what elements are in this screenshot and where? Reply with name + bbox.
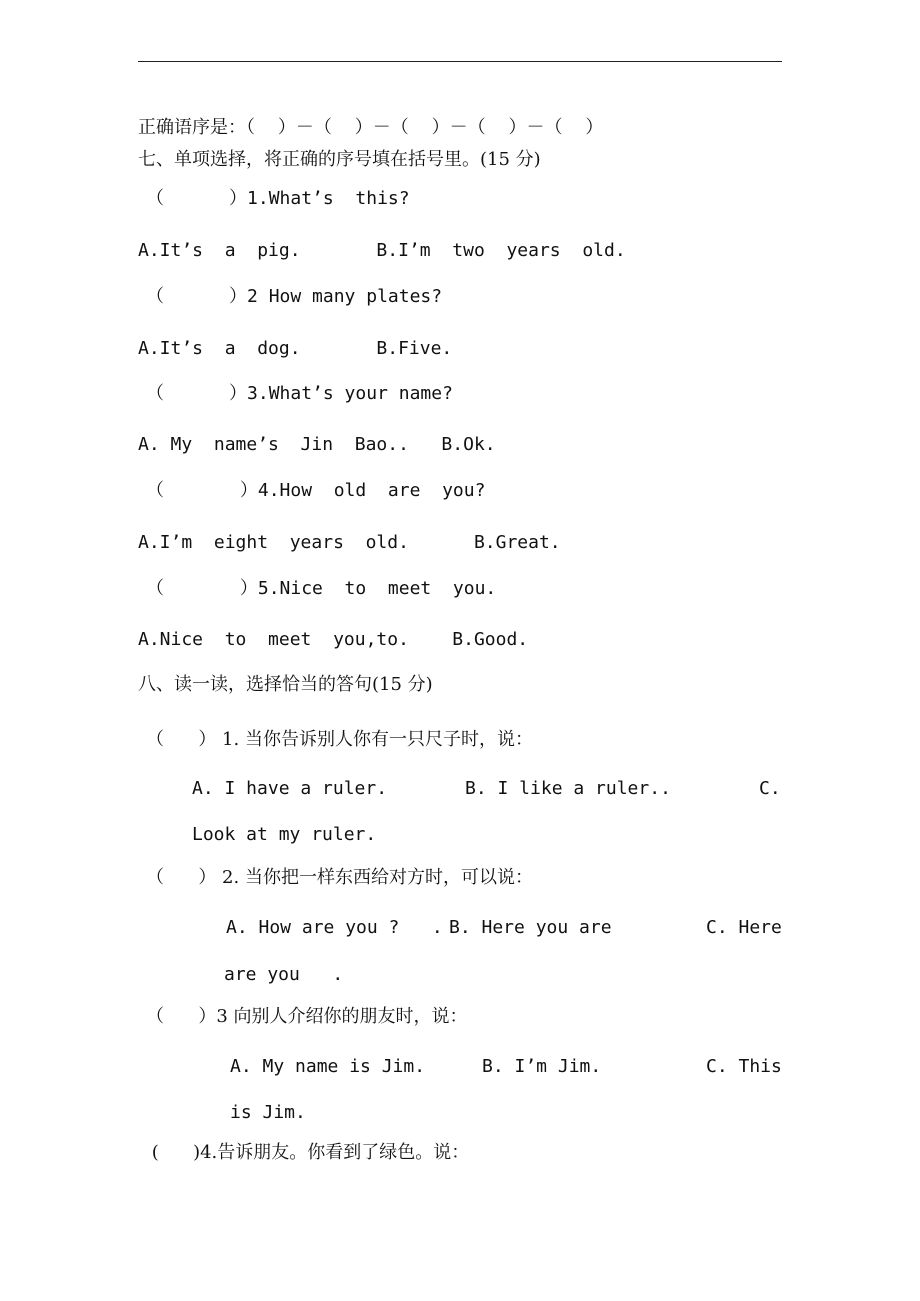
s7-question-1: （ ）1.What’s this?: [146, 188, 410, 209]
s7-options-2: A.It’s a dog. B.Five.: [138, 338, 453, 359]
s7-question-3: （ ）3.What’s your name?: [146, 383, 453, 404]
s8-q1-option-a: A. I have a ruler.: [192, 778, 388, 799]
order-line: 正确语序是：（ ）－（ ）－（ ）－（ ）－（ ）: [138, 117, 604, 138]
s8-q1-option-c-cont: Look at my ruler.: [192, 824, 377, 845]
section7-title: 七、单项选择，将正确的序号填在括号里。(15 分): [138, 149, 541, 170]
s7-question-4: （ ）4.How old are you?: [146, 480, 486, 501]
s8-question-2: （ ） 2. 当你把一样东西给对方时，可以说：: [146, 867, 533, 888]
section8-title: 八、读一读，选择恰当的答句(15 分): [138, 674, 433, 695]
s8-q1-option-b: B. I like a ruler..: [465, 778, 671, 799]
header-rule: [138, 61, 782, 62]
s7-options-3: A. My name’s Jin Bao.. B.Ok.: [138, 434, 496, 455]
s8-q2-option-a: A. How are you ? .: [226, 917, 443, 938]
s7-question-2: （ ）2 How many plates?: [146, 286, 443, 307]
s8-question-1: （ ） 1. 当你告诉别人你有一只尺子时，说：: [146, 729, 533, 750]
s7-options-1: A.It’s a pig. B.I’m two years old.: [138, 240, 626, 261]
s7-options-4: A.I’m eight years old. B.Great.: [138, 532, 561, 553]
s8-q2-option-b: B. Here you are: [449, 917, 612, 938]
s7-options-5: A.Nice to meet you,to. B.Good.: [138, 629, 529, 650]
s8-q3-option-a: A. My name is Jim.: [230, 1056, 426, 1077]
s8-question-4: ( )4.告诉朋友。你看到了绿色。说：: [146, 1142, 470, 1163]
s8-question-3: （ ）3 向别人介绍你的朋友时，说：: [146, 1006, 468, 1027]
s8-q3-option-c-cont: is Jim.: [230, 1102, 306, 1123]
s8-q3-option-c: C. This: [706, 1056, 782, 1077]
s8-q2-option-c: C. Here: [706, 917, 782, 938]
s8-q1-option-c: C.: [759, 778, 781, 799]
s8-q2-option-c-cont: are you .: [224, 964, 344, 985]
s7-question-5: （ ）5.Nice to meet you.: [146, 578, 497, 599]
s8-q3-option-b: B. I’m Jim.: [482, 1056, 602, 1077]
